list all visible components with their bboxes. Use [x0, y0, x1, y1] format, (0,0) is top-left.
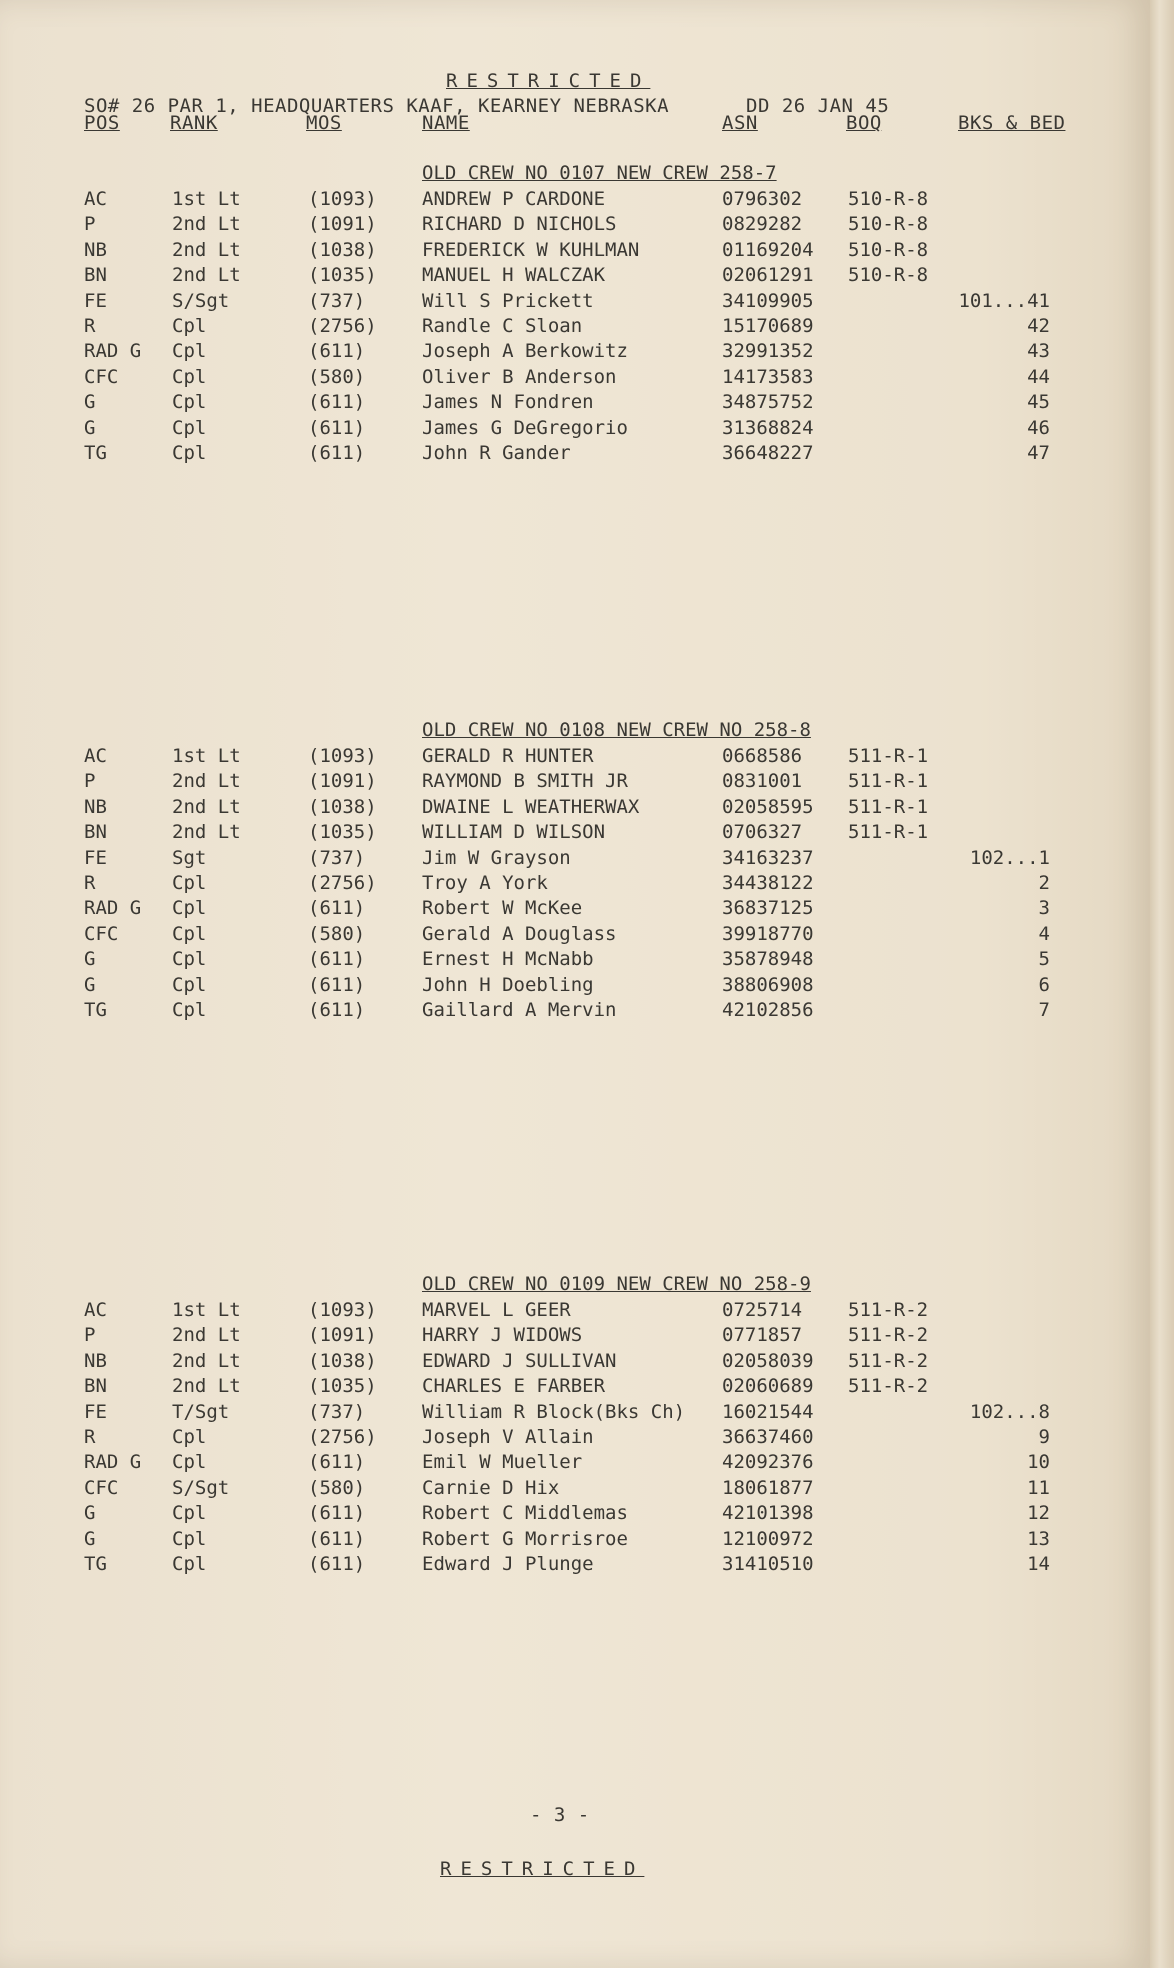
cell-mos: (580)	[308, 1476, 366, 1499]
cell-mos: (1038)	[308, 1349, 377, 1372]
table-row	[0, 213, 1150, 238]
cell-mos: (580)	[308, 365, 366, 388]
cell-rank: 2nd Lt	[172, 1375, 241, 1398]
cell-mos: (611)	[308, 340, 366, 363]
cell-bks: 10	[1027, 1451, 1050, 1474]
page-number: - 3 -	[530, 1804, 590, 1826]
cell-name: Robert C Middlemas	[422, 1502, 628, 1525]
cell-mos: (1091)	[308, 213, 377, 236]
cell-bks: 102...1	[969, 846, 1050, 869]
cell-mos: (611)	[308, 948, 366, 971]
cell-bks: 44	[1027, 365, 1050, 388]
crew-title: OLD CREW NO 0108 NEW CREW NO 258-8	[422, 719, 811, 741]
cell-rank: Cpl	[172, 897, 207, 920]
cell-boq: 511-R-2	[848, 1299, 929, 1321]
table-row	[0, 1451, 1150, 1476]
cell-asn: 0829282	[722, 213, 803, 236]
cell-asn: 32991352	[722, 340, 814, 363]
cell-pos: P	[84, 213, 96, 236]
table-row	[0, 442, 1150, 467]
cell-mos: (611)	[308, 391, 366, 414]
cell-mos: (580)	[308, 922, 366, 945]
cell-asn: 02060689	[722, 1375, 814, 1398]
cell-asn: 42101398	[722, 1502, 814, 1525]
cell-pos: BN	[84, 264, 107, 287]
cell-mos: (611)	[308, 1502, 366, 1525]
cell-name: Gerald A Douglass	[422, 922, 617, 945]
cell-name: HARRY J WIDOWS	[422, 1324, 583, 1347]
cell-pos: CFC	[84, 922, 119, 945]
cell-boq: 511-R-1	[848, 745, 929, 767]
cell-mos: (1091)	[308, 770, 377, 793]
col-header-name: NAME	[422, 112, 470, 134]
cell-asn: 15170689	[722, 315, 814, 337]
table-row	[0, 315, 1150, 340]
cell-name: RAYMOND B SMITH JR	[422, 770, 628, 793]
order-line: SO# 26 PAR 1, HEADQUARTERS KAAF, KEARNEY NEBRASKA	[84, 95, 670, 117]
order-date: DD 26 JAN 45	[746, 95, 890, 117]
cell-pos: TG	[84, 999, 107, 1021]
cell-name: Ernest H McNabb	[422, 948, 594, 971]
cell-pos: NB	[84, 238, 107, 261]
cell-bks: 45	[1027, 391, 1050, 414]
cell-pos: R	[84, 315, 96, 337]
cell-rank: 1st Lt	[172, 745, 241, 767]
cell-rank: Cpl	[172, 1426, 207, 1448]
cell-bks: 47	[1027, 442, 1050, 464]
cell-rank: 2nd Lt	[172, 238, 241, 261]
cell-name: Troy A York	[422, 872, 548, 894]
cell-pos: AC	[84, 745, 107, 767]
cell-rank: Cpl	[172, 365, 207, 388]
cell-boq: 511-R-1	[848, 795, 929, 818]
cell-pos: BN	[84, 821, 107, 844]
table-row	[0, 770, 1150, 795]
cell-asn: 39918770	[722, 922, 814, 945]
cell-mos: (611)	[308, 897, 366, 920]
cell-name: WILLIAM D WILSON	[422, 821, 606, 844]
cell-rank: 2nd Lt	[172, 1324, 241, 1347]
cell-pos: G	[84, 1502, 96, 1525]
table-row	[0, 923, 1150, 948]
cell-rank: 2nd Lt	[172, 264, 241, 287]
cell-mos: (611)	[308, 1451, 366, 1474]
table-row	[0, 290, 1150, 315]
cell-name: Gaillard A Mervin	[422, 999, 617, 1021]
cell-rank: 2nd Lt	[172, 770, 241, 793]
cell-boq: 511-R-1	[848, 770, 929, 793]
table-row	[0, 847, 1150, 872]
cell-asn: 01169204	[722, 238, 814, 261]
cell-mos: (2756)	[308, 872, 377, 894]
cell-bks: 102...8	[969, 1400, 1050, 1423]
cell-rank: Cpl	[172, 315, 207, 337]
cell-name: Carnie D Hix	[422, 1476, 560, 1499]
crew-title: OLD CREW NO 0109 NEW CREW NO 258-9	[422, 1273, 811, 1295]
cell-name: Robert W McKee	[422, 897, 583, 920]
cell-rank: Cpl	[172, 340, 207, 363]
cell-rank: S/Sgt	[172, 1476, 230, 1499]
cell-mos: (737)	[308, 289, 366, 312]
cell-boq: 510-R-8	[848, 188, 929, 210]
table-row	[0, 796, 1150, 821]
cell-pos: CFC	[84, 365, 119, 388]
cell-rank: Cpl	[172, 948, 207, 971]
cell-name: Randle C Sloan	[422, 315, 583, 337]
cell-asn: 34875752	[722, 391, 814, 414]
cell-rank: 2nd Lt	[172, 821, 241, 844]
cell-asn: 0725714	[722, 1299, 803, 1321]
cell-bks: 42	[1027, 315, 1050, 337]
cell-bks: 11	[1027, 1476, 1050, 1499]
cell-boq: 511-R-1	[848, 821, 929, 844]
cell-asn: 36837125	[722, 897, 814, 920]
cell-asn: 42092376	[722, 1451, 814, 1474]
cell-asn: 0706327	[722, 821, 803, 844]
cell-asn: 02058039	[722, 1349, 814, 1372]
cell-pos: P	[84, 1324, 96, 1347]
cell-name: James N Fondren	[422, 391, 594, 414]
table-row	[0, 872, 1150, 897]
table-row	[0, 391, 1150, 416]
table-row	[0, 1401, 1150, 1426]
cell-rank: S/Sgt	[172, 289, 230, 312]
cell-mos: (1091)	[308, 1324, 377, 1347]
cell-name: ANDREW P CARDONE	[422, 188, 606, 210]
table-row	[0, 340, 1150, 365]
table-row	[0, 974, 1150, 999]
table-row	[0, 1528, 1150, 1553]
cell-asn: 12100972	[722, 1527, 814, 1550]
table-row	[0, 1502, 1150, 1527]
cell-asn: 0831001	[722, 770, 803, 793]
cell-bks: 5	[1038, 948, 1050, 971]
cell-bks: 9	[1038, 1426, 1050, 1448]
cell-asn: 35878948	[722, 948, 814, 971]
cell-boq: 511-R-2	[848, 1375, 929, 1398]
cell-asn: 34109905	[722, 289, 814, 312]
cell-mos: (611)	[308, 1553, 366, 1575]
cell-name: GERALD R HUNTER	[422, 745, 594, 767]
cell-boq: 510-R-8	[848, 264, 929, 287]
cell-asn: 34163237	[722, 846, 814, 869]
cell-pos: RAD G	[84, 897, 142, 920]
cell-rank: Cpl	[172, 442, 207, 464]
cell-rank: Cpl	[172, 999, 207, 1021]
cell-bks: 4	[1038, 922, 1050, 945]
cell-asn: 0796302	[722, 188, 803, 210]
cell-pos: G	[84, 416, 96, 439]
cell-name: James G DeGregorio	[422, 416, 628, 439]
cell-asn: 14173583	[722, 365, 814, 388]
cell-mos: (737)	[308, 846, 366, 869]
col-header-boq: BOQ	[846, 112, 882, 134]
cell-mos: (1035)	[308, 264, 377, 287]
cell-name: Edward J Plunge	[422, 1553, 594, 1575]
cell-mos: (611)	[308, 442, 366, 464]
restricted-header: RESTRICTED	[446, 70, 651, 92]
cell-bks: 6	[1038, 973, 1050, 996]
cell-name: Oliver B Anderson	[422, 365, 617, 388]
table-row	[0, 1324, 1150, 1349]
cell-name: MANUEL H WALCZAK	[422, 264, 606, 287]
table-row	[0, 417, 1150, 442]
cell-name: Robert G Morrisroe	[422, 1527, 628, 1550]
cell-name: John H Doebling	[422, 973, 594, 996]
cell-rank: Cpl	[172, 973, 207, 996]
cell-name: MARVEL L GEER	[422, 1299, 571, 1321]
cell-name: FREDERICK W KUHLMAN	[422, 238, 640, 261]
cell-pos: BN	[84, 1375, 107, 1398]
cell-asn: 31368824	[722, 416, 814, 439]
cell-rank: 2nd Lt	[172, 213, 241, 236]
cell-boq: 511-R-2	[848, 1349, 929, 1372]
cell-mos: (1035)	[308, 821, 377, 844]
cell-pos: NB	[84, 795, 107, 818]
cell-pos: R	[84, 1426, 96, 1448]
cell-bks: 7	[1038, 999, 1050, 1021]
cell-pos: TG	[84, 442, 107, 464]
col-header-pos: POS	[84, 112, 120, 134]
cell-mos: (1038)	[308, 238, 377, 261]
cell-name: CHARLES E FARBER	[422, 1375, 606, 1398]
cell-rank: Cpl	[172, 922, 207, 945]
cell-pos: RAD G	[84, 340, 142, 363]
table-row	[0, 821, 1150, 846]
table-row	[0, 1553, 1150, 1578]
restricted-footer: RESTRICTED	[440, 1858, 645, 1880]
cell-asn: 16021544	[722, 1400, 814, 1423]
cell-asn: 0771857	[722, 1324, 803, 1347]
col-header-bks: BKS & BED	[958, 112, 1066, 134]
cell-pos: G	[84, 1527, 96, 1550]
cell-asn: 42102856	[722, 999, 814, 1021]
cell-name: RICHARD D NICHOLS	[422, 213, 617, 236]
cell-pos: FE	[84, 846, 107, 869]
cell-pos: P	[84, 770, 96, 793]
cell-bks: 101...41	[958, 289, 1050, 312]
cell-bks: 13	[1027, 1527, 1050, 1550]
cell-mos: (2756)	[308, 315, 377, 337]
cell-mos: (611)	[308, 1527, 366, 1550]
table-row	[0, 745, 1150, 770]
cell-name: Will S Prickett	[422, 289, 594, 312]
cell-boq: 510-R-8	[848, 213, 929, 236]
cell-bks: 43	[1027, 340, 1050, 363]
cell-name: John R Gander	[422, 442, 571, 464]
cell-rank: 1st Lt	[172, 1299, 241, 1321]
cell-rank: Cpl	[172, 416, 207, 439]
cell-pos: AC	[84, 1299, 107, 1321]
table-row	[0, 1375, 1150, 1400]
cell-mos: (611)	[308, 416, 366, 439]
cell-asn: 18061877	[722, 1476, 814, 1499]
crew-title: OLD CREW NO 0107 NEW CREW 258-7	[422, 162, 777, 184]
cell-rank: 2nd Lt	[172, 795, 241, 818]
cell-asn: 34438122	[722, 872, 814, 894]
cell-mos: (737)	[308, 1400, 366, 1423]
page-edge	[1150, 0, 1174, 1968]
cell-mos: (1038)	[308, 795, 377, 818]
table-row	[0, 366, 1150, 391]
cell-rank: T/Sgt	[172, 1400, 230, 1423]
cell-asn: 31410510	[722, 1553, 814, 1575]
table-row	[0, 264, 1150, 289]
cell-name: Joseph A Berkowitz	[422, 340, 628, 363]
col-header-rank: RANK	[170, 112, 218, 134]
cell-mos: (611)	[308, 973, 366, 996]
cell-asn: 02058595	[722, 795, 814, 818]
cell-rank: Cpl	[172, 1451, 207, 1474]
cell-rank: 2nd Lt	[172, 1349, 241, 1372]
cell-rank: 1st Lt	[172, 188, 241, 210]
cell-mos: (1093)	[308, 188, 377, 210]
cell-name: William R Block(Bks Ch)	[422, 1400, 686, 1423]
cell-pos: G	[84, 973, 96, 996]
cell-bks: 3	[1038, 897, 1050, 920]
cell-name: Emil W Mueller	[422, 1451, 583, 1474]
cell-rank: Cpl	[172, 1553, 207, 1575]
cell-rank: Cpl	[172, 872, 207, 894]
table-row	[0, 897, 1150, 922]
cell-pos: TG	[84, 1553, 107, 1575]
cell-name: Joseph V Allain	[422, 1426, 594, 1448]
cell-bks: 12	[1027, 1502, 1050, 1525]
cell-pos: G	[84, 391, 96, 414]
cell-pos: FE	[84, 1400, 107, 1423]
table-row	[0, 239, 1150, 264]
cell-mos: (1093)	[308, 745, 377, 767]
col-header-asn: ASN	[722, 112, 758, 134]
cell-name: Jim W Grayson	[422, 846, 571, 869]
cell-pos: CFC	[84, 1476, 119, 1499]
cell-asn: 36648227	[722, 442, 814, 464]
cell-pos: RAD G	[84, 1451, 142, 1474]
cell-pos: NB	[84, 1349, 107, 1372]
col-header-mos: MOS	[306, 112, 342, 134]
cell-mos: (611)	[308, 999, 366, 1021]
cell-mos: (1093)	[308, 1299, 377, 1321]
cell-asn: 38806908	[722, 973, 814, 996]
cell-bks: 46	[1027, 416, 1050, 439]
cell-pos: AC	[84, 188, 107, 210]
cell-rank: Sgt	[172, 846, 207, 869]
cell-rank: Cpl	[172, 1527, 207, 1550]
cell-asn: 0668586	[722, 745, 803, 767]
table-row	[0, 1426, 1150, 1451]
cell-name: DWAINE L WEATHERWAX	[422, 795, 640, 818]
cell-name: EDWARD J SULLIVAN	[422, 1349, 617, 1372]
table-row	[0, 188, 1150, 213]
cell-mos: (1035)	[308, 1375, 377, 1398]
table-row	[0, 1350, 1150, 1375]
cell-bks: 14	[1027, 1553, 1050, 1575]
cell-rank: Cpl	[172, 391, 207, 414]
cell-pos: FE	[84, 289, 107, 312]
cell-mos: (2756)	[308, 1426, 377, 1448]
cell-bks: 2	[1038, 872, 1050, 894]
cell-pos: R	[84, 872, 96, 894]
table-row	[0, 1477, 1150, 1502]
table-row	[0, 999, 1150, 1024]
table-row	[0, 1299, 1150, 1324]
cell-asn: 02061291	[722, 264, 814, 287]
cell-asn: 36637460	[722, 1426, 814, 1448]
cell-pos: G	[84, 948, 96, 971]
cell-rank: Cpl	[172, 1502, 207, 1525]
cell-boq: 510-R-8	[848, 238, 929, 261]
table-row	[0, 948, 1150, 973]
cell-boq: 511-R-2	[848, 1324, 929, 1347]
